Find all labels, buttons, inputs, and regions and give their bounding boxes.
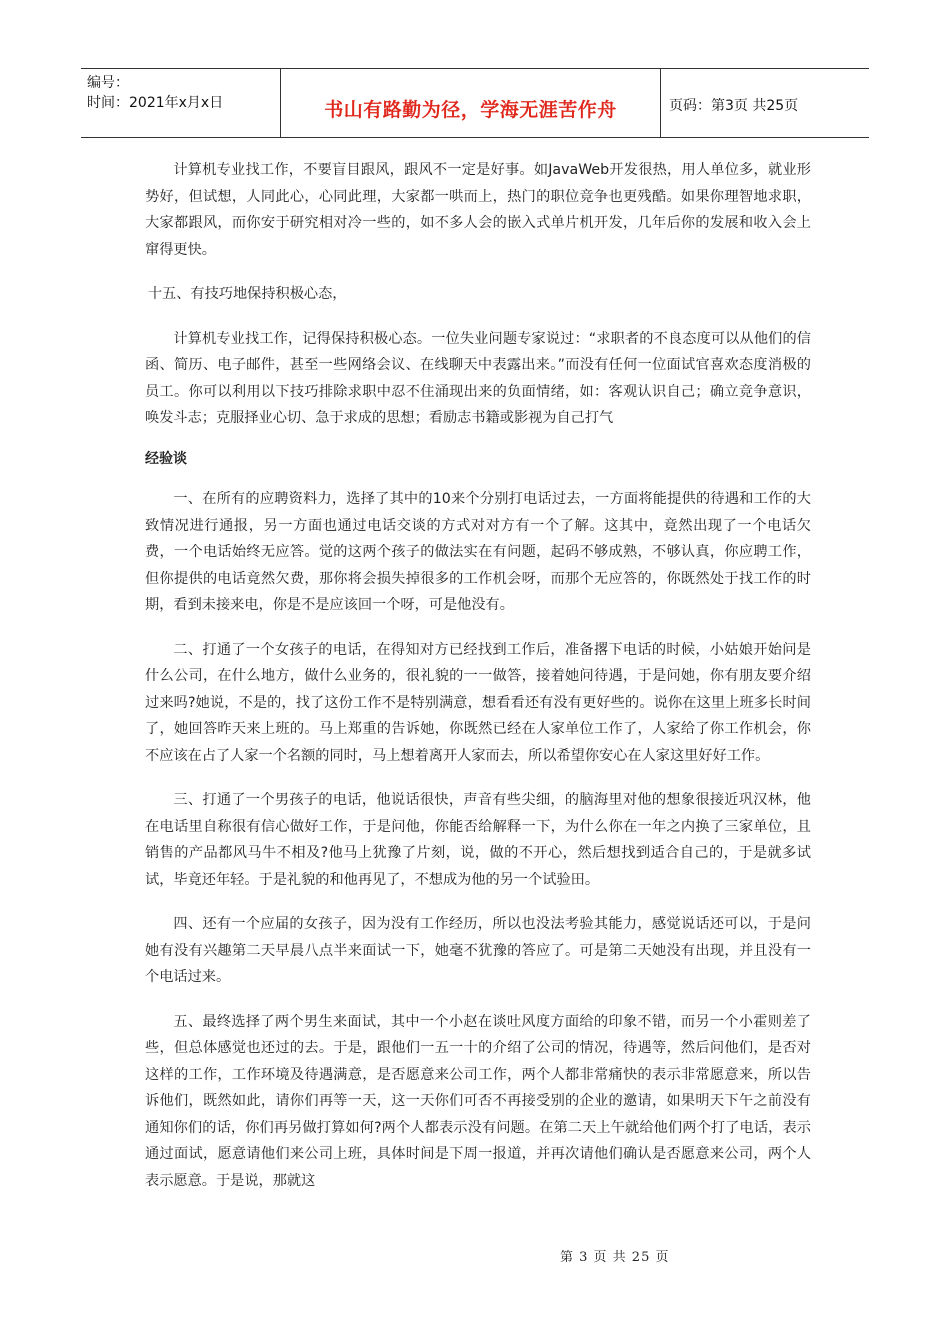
header-table (81, 68, 869, 138)
paragraph-experience-2: 二、打通了一个女孩子的电话，在得知对方已经找到工作后，准备撂下电话的时候，小姑娘开始问是什么公司，在什么地方，做什么业务的，很礼貌的一一做答，接着她问待遇，于是问她，你有朋友要介绍过来吗?她说，不是的，找了这份工作不是特别满意，想看看还有没有更好些的。说你在这里上班多长时间了，她回答昨天来上班的。马上郑重的告诉她，你既然已经在人家单位工作了，人家给了你工作机会，你不应该在占了人家一个名额的同时，马上想着离开人家而去，所以希望你安心在人家这里好好工作。 (145, 641, 811, 764)
date-label: 时间：2021年x月x日 (87, 95, 224, 111)
page-info-text: 页码：第3页 共25页 (669, 98, 799, 114)
motto-cell (281, 69, 661, 137)
page-info-cell (661, 69, 869, 137)
paragraph-experience-1: 一、在所有的应聘资料力，选择了其中的10来个分别打电话过去，一方面将能提供的待遇和工作的大致情况进行通报，另一方面也通过电话交谈的方式对对方有一个了解。这其中，竟然出现了一个电话欠费，一个电话始终无应答。觉的这两个孩子的做法实在有问题，起码不够成熟，不够认真，你应聘工作，但你提供的电话竟然欠费，那你将会损失掉很多的工作机会呀，而那个无应答的，你既然处于找工作的时期，看到未接来电，你是不是应该回一个呀，可是他没有。 (145, 491, 811, 613)
paragraph-experience-5: 五、最终选择了两个男生来面试，其中一个小赵在谈吐风度方面给的印象不错，而另一个小霍则差了些，但总体感觉也还过的去。于是，跟他们一五一十的介绍了公司的情况，待遇等，然后问他们，是否对这样的工作，工作环境及待遇满意，是否愿意来公司工作，两个人都非常痛快的表示非常愿意来，所以告诉他们，既然如此，请你们再等一天，这一天你们可否不再接受别的企业的邀请，如果明天下午之前没有通知你们的话，你们再另做打算如何?两个人都表示没有问题。在第二天上午就给他们两个打了电话，表示通过面试，愿意请他们来公司上班，具体时间是下周一报道，并再次请他们确认是否愿意来公司，两个人表示愿意。于是说，那就这 (145, 1013, 811, 1189)
page-footer: 第 3 页 共 25 页 (560, 1250, 670, 1265)
header-left-cell (81, 69, 281, 137)
paragraph-experience-3: 三、打通了一个男孩子的电话，他说话很快，声音有些尖细，的脑海里对他的想象很接近巩汉林，他在电话里自称很有信心做好工作，于是问他，你能否给解释一下，为什么你在一年之内换了三家单位，且销售的产品都风马牛不相及?他马上犹豫了片刻，说，做的不开心，然后想找到适合自己的，于是就多试试，毕竟还年轻。于是礼貌的和他再见了，不想成为他的另一个试验田。 (145, 792, 811, 888)
number-label: 编号： (87, 75, 129, 91)
document-body (145, 157, 811, 1194)
section-heading-15: 十五、有技巧地保持积极心态， (147, 286, 347, 302)
experience-heading: 经验谈 (145, 450, 187, 467)
motto-text: 书山有路勤为径，学海无涯苦作舟 (324, 98, 617, 121)
paragraph-follow-trend: 计算机专业找工作，不要盲目跟风，跟风不一定是好事。如JavaWeb开发很热，用人单位多，就业形势好，但试想，人同此心，心同此理，大家都一哄而上，热门的职位竞争也更残酷。如果你理智地求职，大家都跟风，而你安于研究相对冷一些的，如不多人会的嵌入式单片机开发，几年后你的发展和收入会上窜得更快。 (145, 162, 811, 258)
paragraph-experience-4: 四、还有一个应届的女孩子，因为没有工作经历，所以也没法考验其能力，感觉说话还可以，于是问她有没有兴趣第二天早晨八点半来面试一下，她毫不犹豫的答应了。可是第二天她没有出现，并且没有一个电话过来。 (145, 916, 811, 985)
paragraph-positive-attitude: 计算机专业找工作，记得保持积极心态。一位失业问题专家说过：“求职者的不良态度可以从他们的信函、简历、电子邮件，甚至一些网络会议、在线聊天中表露出来。”而没有任何一位面试官喜欢态度消极的员工。你可以利用以下技巧排除求职中忍不住涌现出来的负面情绪，如：客观认识自己；确立竞争意识，唤发斗志；克服择业心切、急于求成的思想；看励志书籍或影视为自己打气 (145, 330, 811, 426)
